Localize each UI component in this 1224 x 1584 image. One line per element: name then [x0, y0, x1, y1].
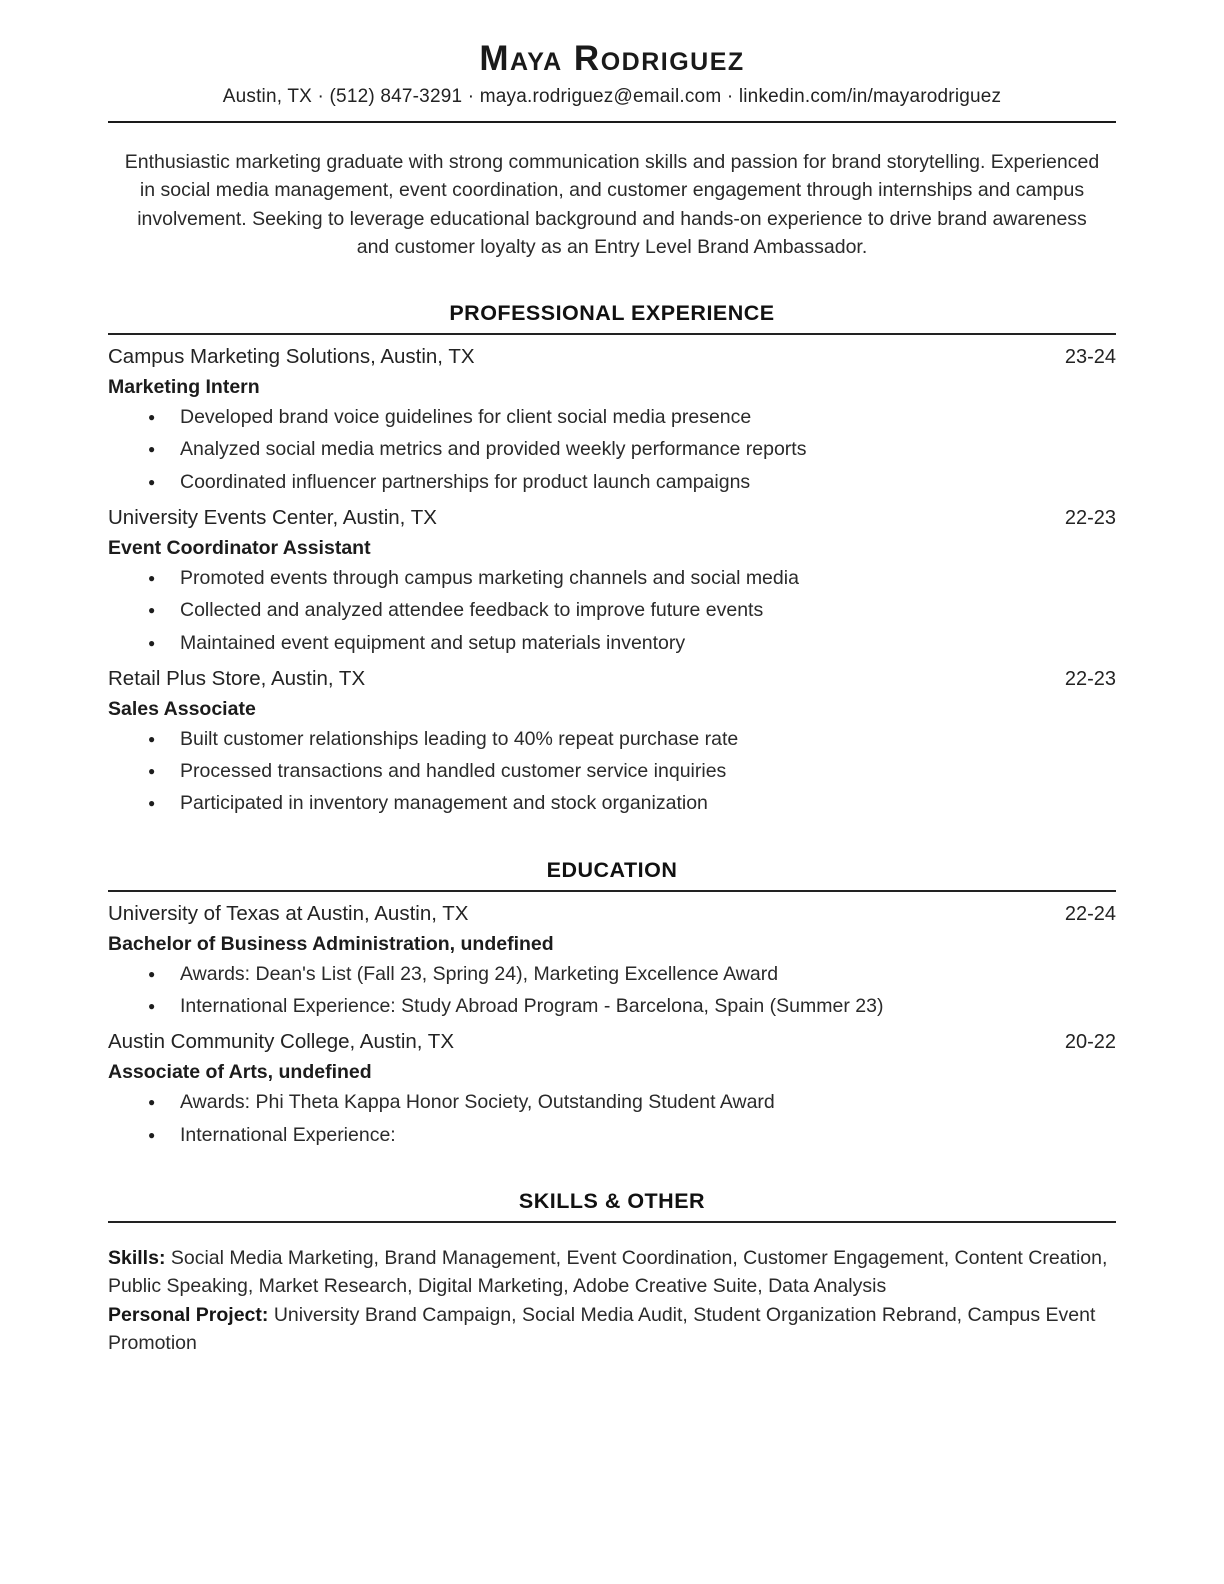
education-entry — [108, 902, 1116, 1021]
bullet-text: Maintained event equipment and setup materials inventory — [180, 631, 686, 654]
bullet-icon — [148, 1122, 180, 1149]
degree-title: Associate of Arts, undefined — [108, 1061, 372, 1084]
bullet-icon — [148, 993, 180, 1020]
role-title: Event Coordinator Assistant — [108, 536, 371, 559]
bullet-text: Processed transactions and handled customer service inquiries — [180, 760, 727, 783]
list-item — [108, 597, 1116, 624]
experience-entry — [108, 667, 1116, 818]
list-item — [108, 961, 1116, 988]
section-title-education: EDUCATION — [108, 858, 1116, 892]
candidate-name: Maya Rodriguez — [479, 39, 745, 78]
bullet-text: Collected and analyzed attendee feedback to improve future events — [180, 599, 764, 622]
bullet-text: Developed brand voice guidelines for client social media presence — [180, 406, 752, 429]
list-item — [108, 1089, 1116, 1116]
degree-title: Bachelor of Business Administration, undefined — [108, 932, 554, 955]
section-education — [108, 858, 1116, 1149]
list-item — [108, 436, 1116, 463]
entry-header — [108, 345, 1116, 369]
resume-header — [108, 38, 1116, 123]
school-name: Austin Community College, Austin, TX — [108, 1030, 454, 1054]
bullet-text: International Experience: Study Abroad Program - Barcelona, Spain (Summer 23) — [180, 995, 884, 1018]
bullet-text: Awards: Dean's List (Fall 23, Spring 24), Marketing Excellence Award — [180, 962, 779, 985]
list-item — [108, 404, 1116, 431]
bullet-text: Built customer relationships leading to 40% repeat purchase rate — [180, 727, 739, 750]
entry-header — [108, 1030, 1116, 1054]
bullet-list — [108, 565, 1116, 657]
school-name: University of Texas at Austin, Austin, TX — [108, 901, 469, 925]
bullet-text: Coordinated influencer partnerships for product launch campaigns — [180, 470, 751, 493]
bullet-icon — [148, 726, 180, 753]
bullet-text: Promoted events through campus marketing channels and social media — [180, 566, 799, 589]
role-title: Sales Associate — [108, 697, 256, 720]
skills-block — [108, 1245, 1116, 1358]
list-item — [108, 758, 1116, 785]
header-divider — [108, 121, 1116, 123]
section-title-skills: SKILLS & OTHER — [108, 1189, 1116, 1223]
bullet-list — [108, 1089, 1116, 1149]
bullet-text: Awards: Phi Theta Kappa Honor Society, Outstanding Student Award — [180, 1091, 775, 1114]
personal-project-line — [108, 1302, 1116, 1357]
bullet-icon — [148, 630, 180, 657]
list-item — [108, 565, 1116, 592]
bullet-icon — [148, 469, 180, 496]
bullet-icon — [148, 961, 180, 988]
bullet-text: Analyzed social media metrics and provided weekly performance reports — [180, 438, 807, 461]
bullet-list — [108, 961, 1116, 1021]
bullet-text: International Experience: — [180, 1123, 396, 1146]
bullet-list — [108, 404, 1116, 496]
personal-project-label: Personal Project: — [108, 1304, 269, 1327]
bullet-icon — [148, 436, 180, 463]
bullet-text: Participated in inventory management and stock organization — [180, 792, 708, 815]
bullet-icon — [148, 565, 180, 592]
date-range: 23-24 — [1064, 346, 1116, 369]
list-item — [108, 993, 1116, 1020]
bullet-icon — [148, 758, 180, 785]
org-name: Campus Marketing Solutions, Austin, TX — [108, 345, 475, 369]
skills-label: Skills: — [108, 1246, 166, 1269]
bullet-icon — [148, 404, 180, 431]
org-name: Retail Plus Store, Austin, TX — [108, 666, 366, 690]
list-item — [108, 790, 1116, 817]
role-title: Marketing Intern — [108, 376, 260, 399]
experience-entry — [108, 506, 1116, 657]
list-item — [108, 630, 1116, 657]
contact-line: Austin, TX · (512) 847-3291 · maya.rodriguez@email.com · linkedin.com/in/mayarodriguez — [222, 86, 1002, 107]
entry-header — [108, 506, 1116, 530]
summary-paragraph: Enthusiastic marketing graduate with strong communication skills and passion for brand storytelling. Experienced in social media management, event coordination, and customer engagement through internships and campus involvement. Seeking to leverage educational background and hands-on experience to drive brand awareness and customer loyalty as an Entry Level Brand Ambassador. — [124, 151, 1100, 258]
section-skills-other — [108, 1189, 1116, 1358]
experience-entry — [108, 345, 1116, 496]
date-range: 22-23 — [1064, 506, 1116, 529]
list-item — [108, 1122, 1116, 1149]
date-range: 22-24 — [1064, 902, 1116, 925]
org-name: University Events Center, Austin, TX — [108, 505, 437, 529]
skills-text: Social Media Marketing, Brand Management, Event Coordination, Customer Engagement, Content Creation, Public Speaking, Market Research, Digital Marketing, Adobe Creative Suite, Data Analysis — [108, 1246, 1108, 1297]
section-professional-experience — [108, 301, 1116, 818]
entry-header — [108, 902, 1116, 926]
education-entry — [108, 1030, 1116, 1149]
date-range: 22-23 — [1064, 667, 1116, 690]
section-title-experience: PROFESSIONAL EXPERIENCE — [108, 301, 1116, 335]
entry-header — [108, 667, 1116, 691]
list-item — [108, 469, 1116, 496]
bullet-icon — [148, 1089, 180, 1116]
bullet-icon — [148, 790, 180, 817]
list-item — [108, 726, 1116, 753]
bullet-list — [108, 726, 1116, 818]
personal-project-text: University Brand Campaign, Social Media Audit, Student Organization Rebrand, Campus Event Promotion — [108, 1304, 1096, 1354]
date-range: 20-22 — [1064, 1031, 1116, 1054]
bullet-icon — [148, 597, 180, 624]
skills-line — [108, 1245, 1116, 1300]
